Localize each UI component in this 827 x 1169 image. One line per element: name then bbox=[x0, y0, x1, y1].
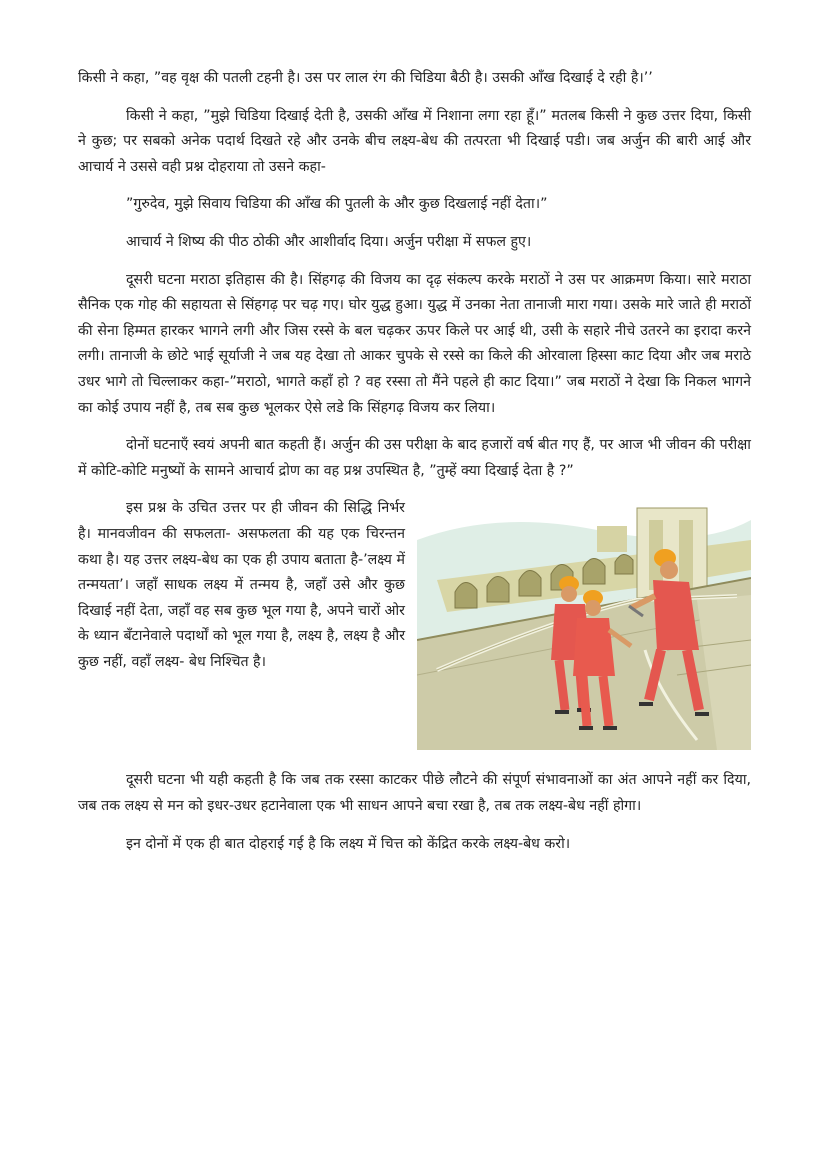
fort-rope-cutting-illustration bbox=[417, 500, 751, 750]
paragraph-9: इन दोनों में एक ही बात दोहराई गई है कि लक्ष्य में चित्त को केंद्रित करके लक्ष्य-बेध करो। bbox=[126, 835, 571, 852]
paragraph-1: किसी ने कहा, ”वह वृक्ष की पतली टहनी है। उस पर लाल रंग की चिडिया बैठी है। उसकी आँख दिखाई दे रही है।’’ bbox=[78, 70, 653, 86]
paragraph-2: किसी ने कहा, ”मुझे चिडिया दिखाई देती है, उसकी आँख में निशाना लगा रहा हूँ।” मतलब किसी ने कुछ उत्तर दिया, किसी ने कुछ; पर सबको अनेक पदार्थ दिखते रहे और उनके बीच लक्ष्य-बेध की तत्परता भी दिखाई पडी। जब अर्जुन की बारी आई और आचार्य ने उससे वही प्रश्न दोहराया तो उसने कहा- bbox=[78, 107, 751, 175]
paragraph-4: आचार्य ने शिष्य की पीठ ठोकी और आशीर्वाद दिया। अर्जुन परीक्षा में सफल हुए। bbox=[126, 233, 532, 250]
paragraph-6: दोनों घटनाएँ स्वयं अपनी बात कहती हैं। अर्जुन की उस परीक्षा के बाद हजारों वर्ष बीत गए हैं, पर आज भी जीवन की परीक्षा में कोटि-कोटि मनुष्यों के सामने आचार्य द्रोण का वह प्रश्न उपस्थित है, ”तुम्हें क्या दिखाई देता है ?” bbox=[78, 437, 751, 479]
document-page bbox=[78, 66, 751, 857]
paragraph-8: दूसरी घटना भी यही कहती है कि जब तक रस्सा काटकर पीछे लौटने की संपूर्ण संभावनाओं का अंत आपने नहीं कर दिया, जब तक लक्ष्य से मन को इधर-उधर हटानेवाला एक भी साधन आपने बचा रखा है, तब तक लक्ष्य-बेध नहीं होगा। bbox=[78, 772, 751, 814]
paragraph-7: इस प्रश्न के उचित उत्तर पर ही जीवन की सिद्धि निर्भर है। मानवजीवन की सफलता- असफलता की यह एक चिरन्तन कथा है। यह उत्तर लक्ष्य-बेध का एक ही उपाय बताता है-’लक्ष्य में तन्मयता’। जहाँ साधक लक्ष्य में तन्मय है, जहाँ उसे और कुछ दिखाई नहीं देता, जहाँ वह सब कुछ भूल गया है, अपने चारों ओर के ध्यान बँटानेवाले पदार्थों को भूल गया है, लक्ष्य है, लक्ष्य है और कुछ नहीं, वहाँ लक्ष्य- बेध निश्चित है। bbox=[78, 500, 405, 670]
figure-wrap-section bbox=[78, 496, 751, 756]
arjun-quote: ”गुरुदेव, मुझे सिवाय चिडिया की आँख की पुतली के और कुछ दिखलाई नहीं देता।” bbox=[126, 196, 548, 213]
paragraph-5: दूसरी घटना मराठा इतिहास की है। सिंहगढ़ की विजय का दृढ़ संकल्प करके मराठों ने उस पर आक्रमण किया। सारे मराठा सैनिक एक गोह की सहायता से सिंहगढ़ पर चढ़ गए। घोर युद्ध हुआ। युद्ध में उनका नेता तानाजी मारा गया। उसके मारे जाते ही मराठों की सेना हिम्मत हारकर भागने लगी और जिस रस्से के बल चढ़कर ऊपर किले पर आई थी, उसी के सहारे नीचे उतरने का इरादा करने लगी। तानाजी के छोटे भाई सूर्याजी ने जब यह देखा तो आकर चुपके से रस्से का किले की ओरवाला हिस्सा काट दिया और जब मराठे उधर भागे तो चिल्लाकर कहा-”मराठो, भागते कहाँ हो ? वह रस्सा तो मैंने पहले ही काट दिया।” जब मराठों ने देखा कि निकल भागने का कोई उपाय नहीं है, तब सब कुछ भूलकर ऐसे लडे कि सिंहगढ़ विजय कर लिया। bbox=[78, 271, 751, 416]
illustration bbox=[417, 500, 751, 750]
